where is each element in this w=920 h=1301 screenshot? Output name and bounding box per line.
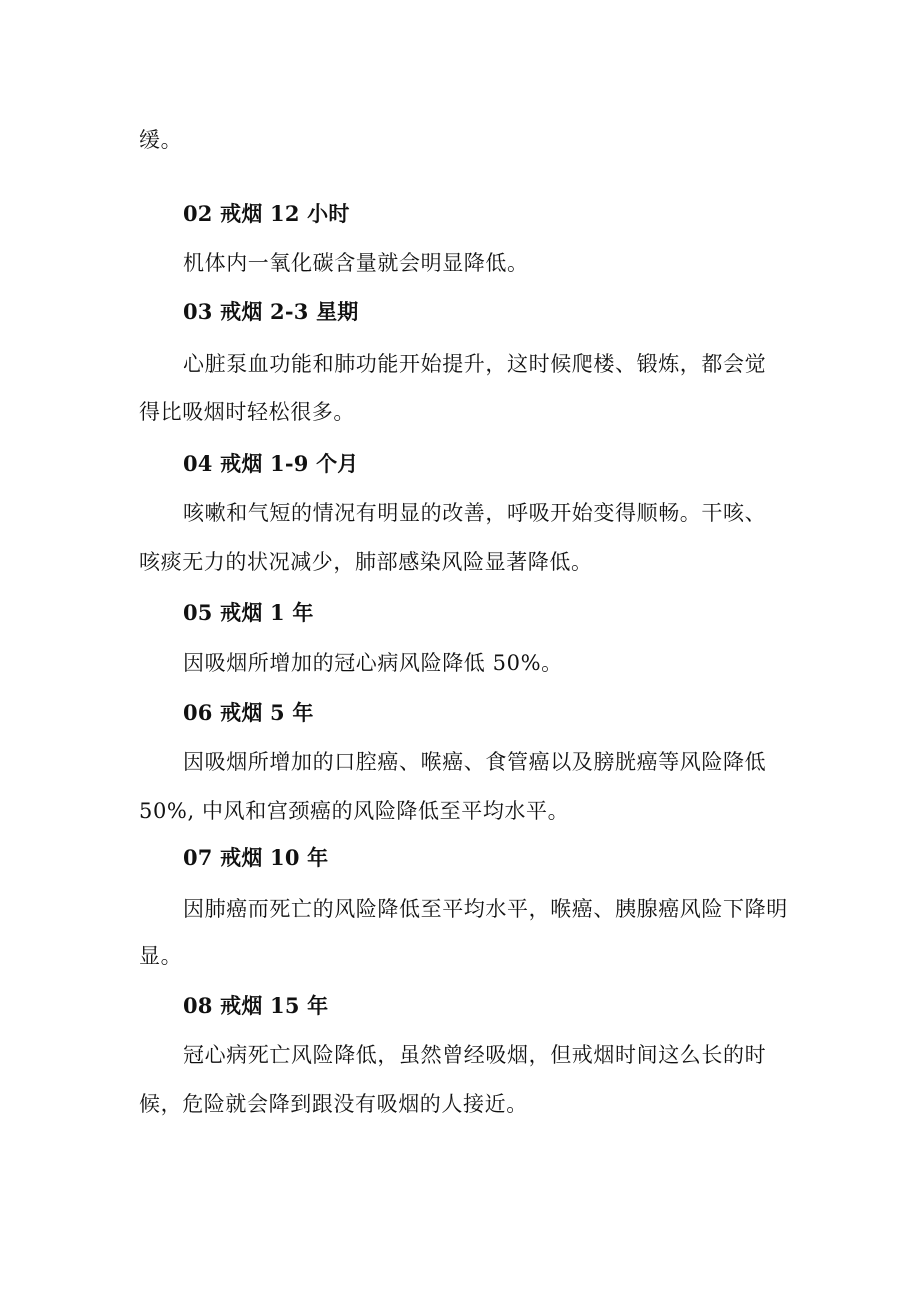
paragraph-line: 因吸烟所增加的口腔癌、喉癌、食管癌以及膀胱癌等风险降低 (183, 750, 767, 774)
paragraph-continuation: 缓。 (139, 128, 183, 152)
paragraph-line: 因吸烟所增加的冠心病风险降低 50%。 (183, 651, 563, 675)
paragraph-line: 咳痰无力的状况减少，肺部感染风险显著降低。 (139, 550, 593, 574)
section-heading-1-9-months: 04 戒烟 1-9 个月 (183, 451, 359, 476)
paragraph-line: 候，危险就会降到跟没有吸烟的人接近。 (139, 1092, 528, 1116)
paragraph-line: 得比吸烟时轻松很多。 (139, 400, 355, 424)
section-heading-1-year: 05 戒烟 1 年 (183, 600, 314, 625)
section-heading-12-hours: 02 戒烟 12 小时 (183, 201, 350, 226)
paragraph-line: 咳嗽和气短的情况有明显的改善，呼吸开始变得顺畅。干咳、 (183, 501, 767, 525)
section-heading-5-years: 06 戒烟 5 年 (183, 700, 314, 725)
paragraph-line: 心脏泵血功能和肺功能开始提升，这时候爬楼、锻炼，都会觉 (183, 352, 767, 376)
paragraph-line: 冠心病死亡风险降低，虽然曾经吸烟，但戒烟时间这么长的时 (183, 1043, 767, 1067)
paragraph-line: 显。 (139, 944, 183, 968)
paragraph-line: 机体内一氧化碳含量就会明显降低。 (183, 251, 529, 275)
section-heading-2-3-weeks: 03 戒烟 2-3 星期 (183, 299, 359, 324)
paragraph-line: 50%, 中风和宫颈癌的风险降低至平均水平。 (139, 799, 570, 823)
section-heading-10-years: 07 戒烟 10 年 (183, 845, 329, 870)
paragraph-line: 因肺癌而死亡的风险降低至平均水平，喉癌、胰腺癌风险下降明 (183, 897, 788, 921)
section-heading-15-years: 08 戒烟 15 年 (183, 993, 329, 1018)
